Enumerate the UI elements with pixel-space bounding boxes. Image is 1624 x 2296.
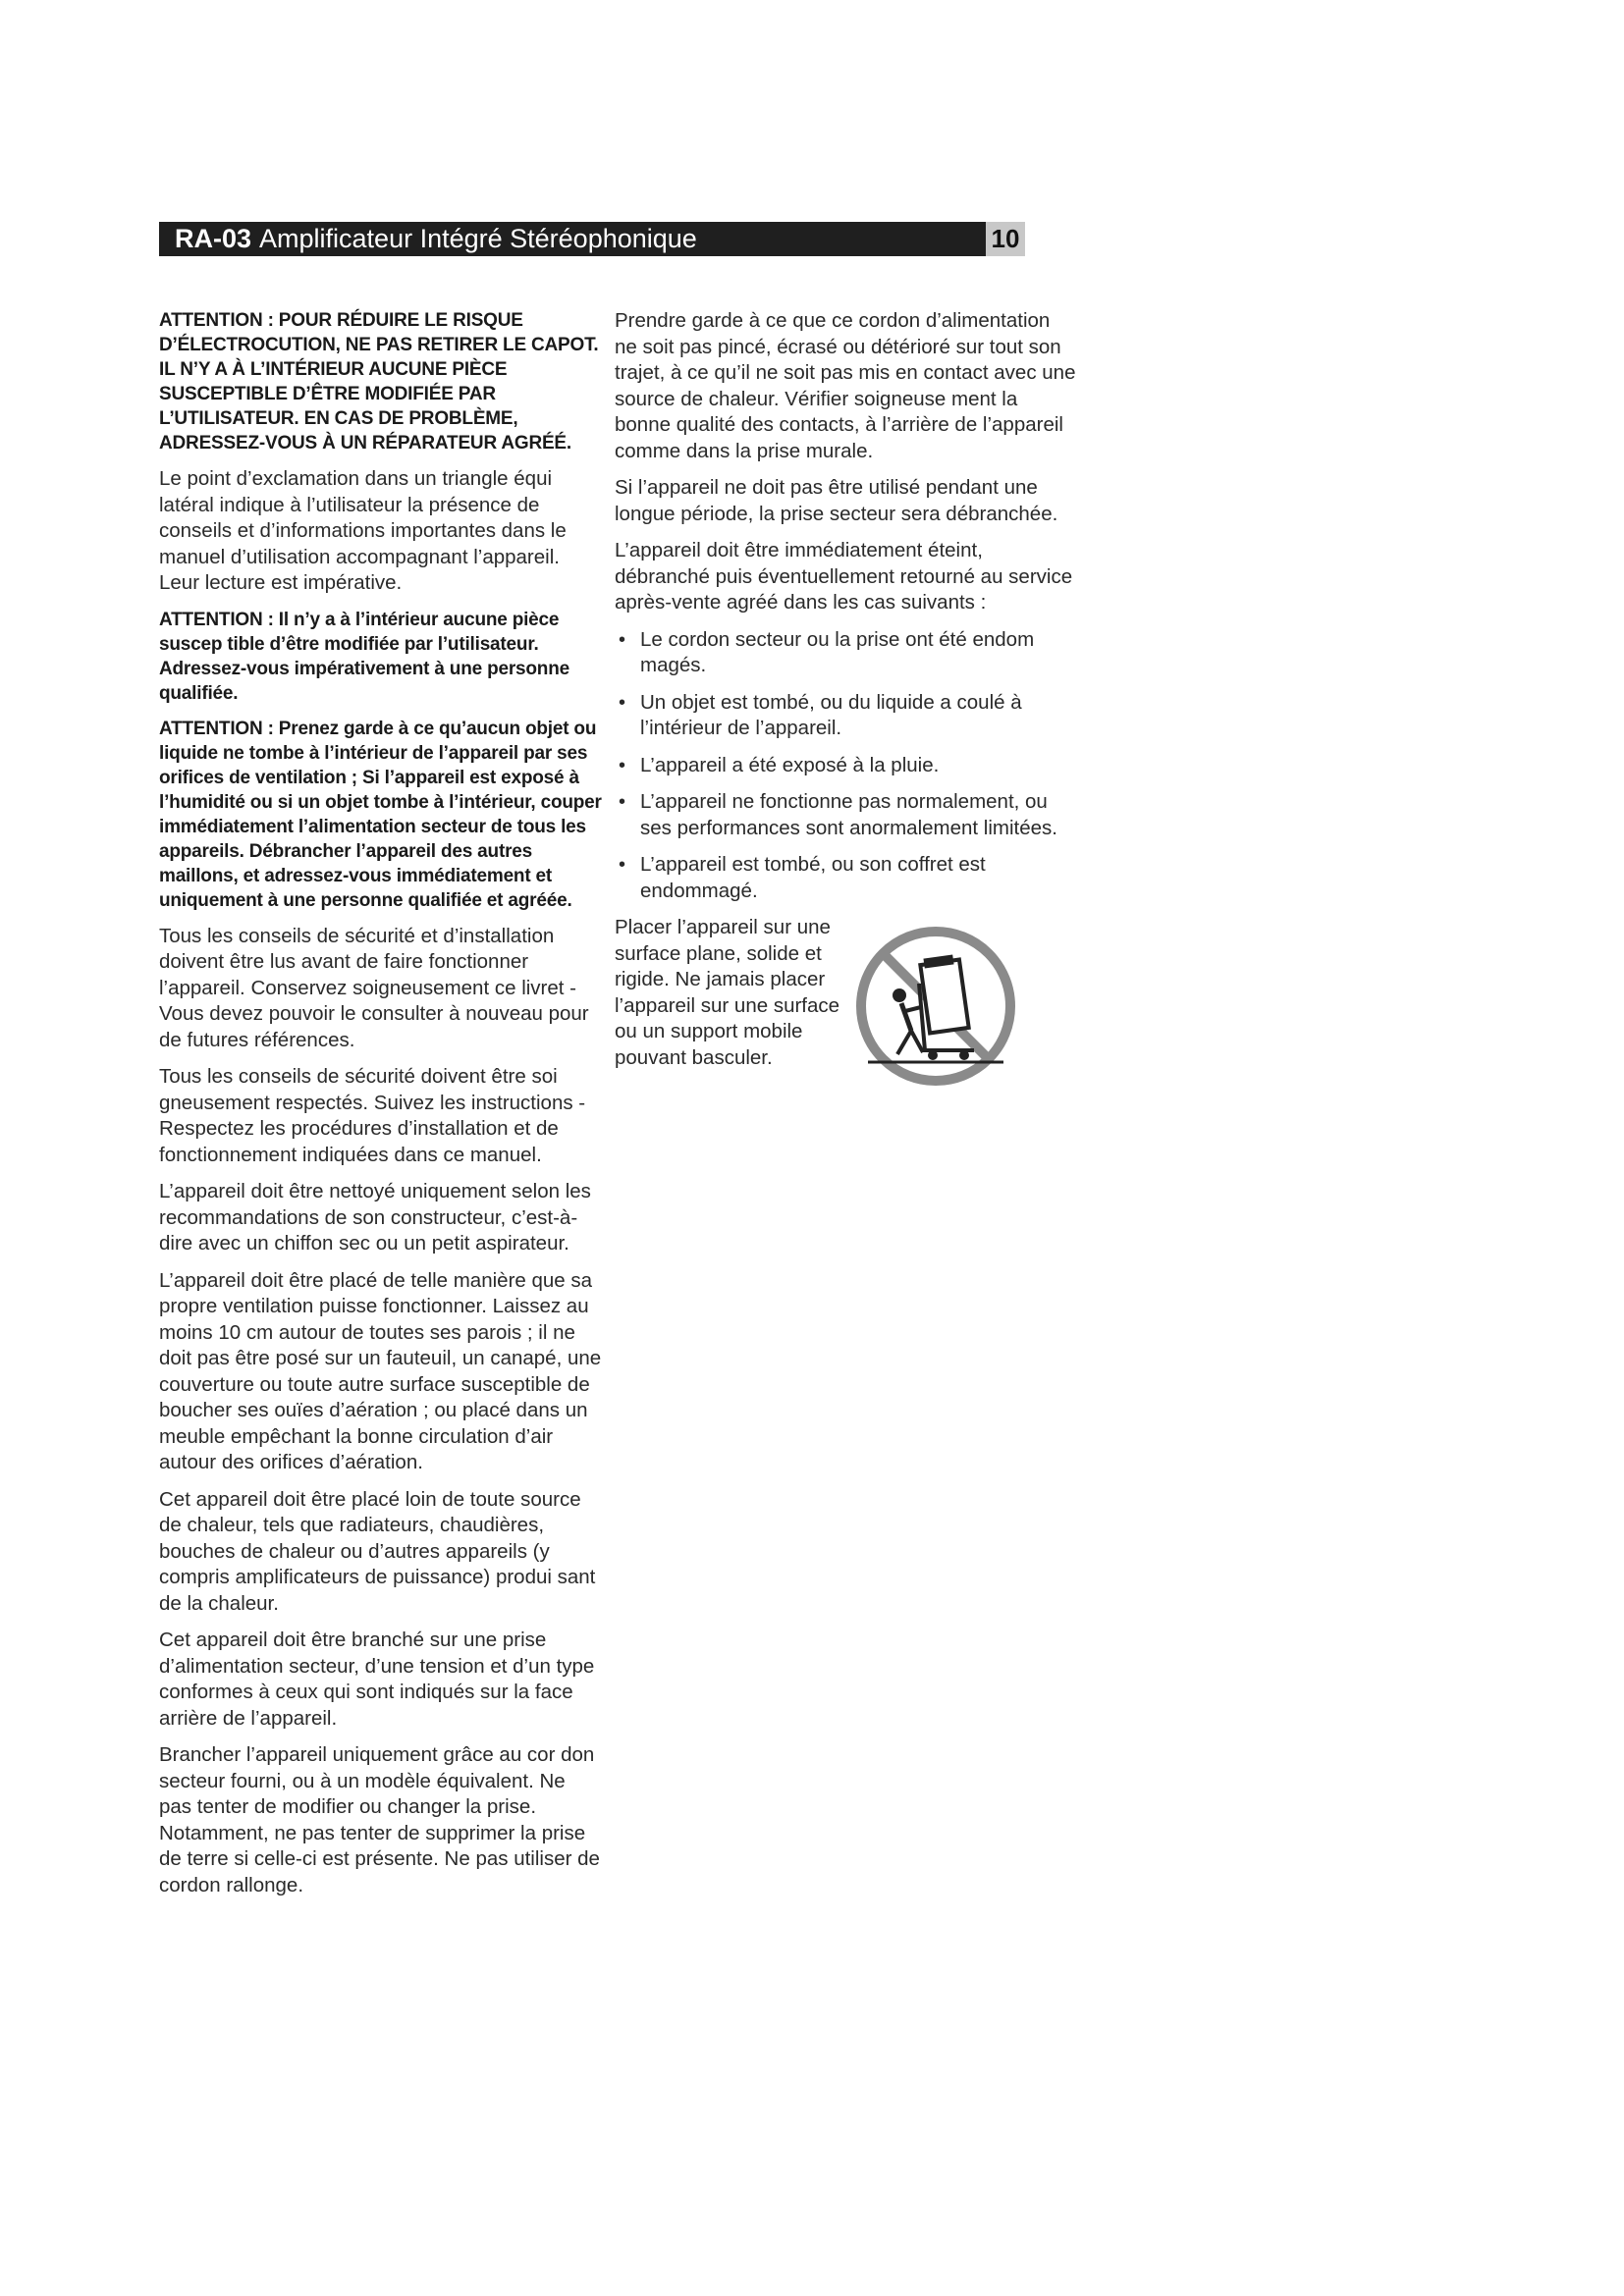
cleaning-paragraph: L’appareil doit être nettoyé uniquement selon les recommandations de son constructeur, c’est-à-dire avec un chiffon sec ou un petit aspirateur. — [159, 1180, 591, 1255]
no-user-parts-warning: ATTENTION : Il n’y a à l’intérieur aucune pièce suscep tible d’être modifiée par l’utilisateur. Adressez-vous impérativement à une personne qualifiée. — [159, 609, 569, 704]
power-supply-paragraph: Cet appareil doit être branché sur une prise d’alimentation secteur, d’une tension et d’un type conformes à ceux qui sont indiqués sur la face arrière de l’appareil. — [159, 1629, 595, 1730]
service-conditions-list — [615, 627, 1076, 905]
list-item: • L’appareil est tombé, ou son coffret est endommagé. — [619, 853, 986, 902]
document-title: Amplificateur Intégré Stéréophonique — [259, 224, 697, 253]
list-item: • Un objet est tombé, ou du liquide a coulé à l’intérieur de l’appareil. — [619, 690, 1022, 739]
ventilation-paragraph: L’appareil doit être placé de telle manière que sa propre ventilation puisse fonctionner. Laissez au moins 10 cm autour de toutes ses parois ; il ne doit pas être posé sur un fauteuil, un canapé, une couverture ou toute autre surface susceptible de boucher ses ouïes d’aération ; ou placé dans un meuble empêchant la bonne circulation d’air autour des orifices d’aération. — [159, 1268, 602, 1473]
long-period-paragraph: Si l’appareil ne doit pas être utilisé pendant une longue période, la prise secteur sera débranchée. — [615, 476, 1058, 525]
liquid-object-warning: ATTENTION : Prenez garde à ce qu’aucun objet ou liquide ne tombe à l’intérieur de l’appareil par ses orifices de ventilation ; Si l’appareil est exposé à l’humidité ou si un objet tombe à l’intérieur, couper immédiatement l’alimentation secteur de tous les appareils. Débrancher l’appareil des autres maillons, et adressez-vous immédiatement et uniquement à une personne qualifiée et agréée. — [159, 718, 602, 911]
bullet: • — [619, 691, 626, 714]
page-header — [159, 222, 986, 256]
power-cord-paragraph: Brancher l’appareil uniquement grâce au cor don secteur fourni, ou à un modèle équivalent. Ne pas tenter de modifier ou changer la prise. Notamment, ne pas tenter de supprimer la prise de terre si celle-ci est présente. Ne pas utiliser de cordon rallonge. — [159, 1743, 600, 1896]
bullet: • — [619, 754, 626, 776]
placement-paragraph: Placer l’appareil sur une surface plane, solide et rigide. Ne jamais placer l’appareil sur une surface ou un support mobile pouvant basculer. — [615, 916, 840, 1069]
service-intro-paragraph: L’appareil doit être immédiatement éteint, débranché puis éventuellement retourné au service après-vente agréé dans les cas suivants : — [615, 539, 1073, 614]
bullet: • — [619, 791, 626, 813]
electric-shock-warning: ATTENTION : POUR RÉDUIRE LE RISQUE D’ÉLECTROCUTION, NE PAS RETIRER LE CAPOT. IL N’Y A À L’INTÉRIEUR AUCUNE PIÈCE SUSCEPTIBLE D’ÊTRE MODIFIÉE PAR L’UTILISATEUR. EN CAS DE PROBLÈME, ADRESSEZ-VOUS À UN RÉPARATEUR AGRÉÉ. — [159, 310, 599, 454]
exclamation-notice: Le point d’exclamation dans un triangle équi latéral indique à l’utilisateur la présence de conseils et d’informations importantes dans le manuel d’utilisation accompagnant l’appareil. Leur lecture est impérative. — [159, 467, 567, 594]
model-name: RA-03 — [175, 224, 252, 253]
cord-protection-paragraph: Prendre garde à ce que ce cordon d’alimentation ne soit pas pincé, écrasé ou détérioré sur tout son trajet, à ce qu’il ne soit pas mis en contact avec une source de chaleur. Vérifier soigneuse ment la bonne qualité des contacts, à l’arrière de l’appareil comme dans la prise murale. — [615, 309, 1076, 462]
heat-source-paragraph: Cet appareil doit être placé loin de toute source de chaleur, tels que radiateurs, chaudières, bouches de chaleur ou d’autres appareils (y compris amplificateurs de puissance) produi sant de la chaleur. — [159, 1487, 596, 1615]
right-column — [615, 308, 1076, 1071]
read-instructions-paragraph: Tous les conseils de sécurité et d’installation doivent être lus avant de faire fonctionner l’appareil. Conservez soigneusement ce livret - Vous devez pouvoir le consulter à nouveau pour de futures références. — [159, 924, 589, 1051]
bullet: • — [619, 854, 626, 876]
placement-section — [615, 915, 1076, 1071]
page-number: 10 — [986, 222, 1025, 256]
bullet: • — [619, 628, 626, 651]
no-tip-over-cart-icon — [854, 925, 1017, 1088]
follow-instructions-paragraph: Tous les conseils de sécurité doivent être soi gneusement respectés. Suivez les instructions - Respectez les procédures d’installation et de fonctionnement indiquées dans ce manuel. — [159, 1065, 586, 1166]
list-item: • Le cordon secteur ou la prise ont été endom magés. — [619, 627, 1035, 676]
list-item: • L’appareil a été exposé à la pluie. — [615, 753, 1076, 779]
left-column — [159, 308, 603, 1909]
list-item: • L’appareil ne fonctionne pas normalement, ou ses performances sont anormalement limitées. — [619, 790, 1057, 839]
